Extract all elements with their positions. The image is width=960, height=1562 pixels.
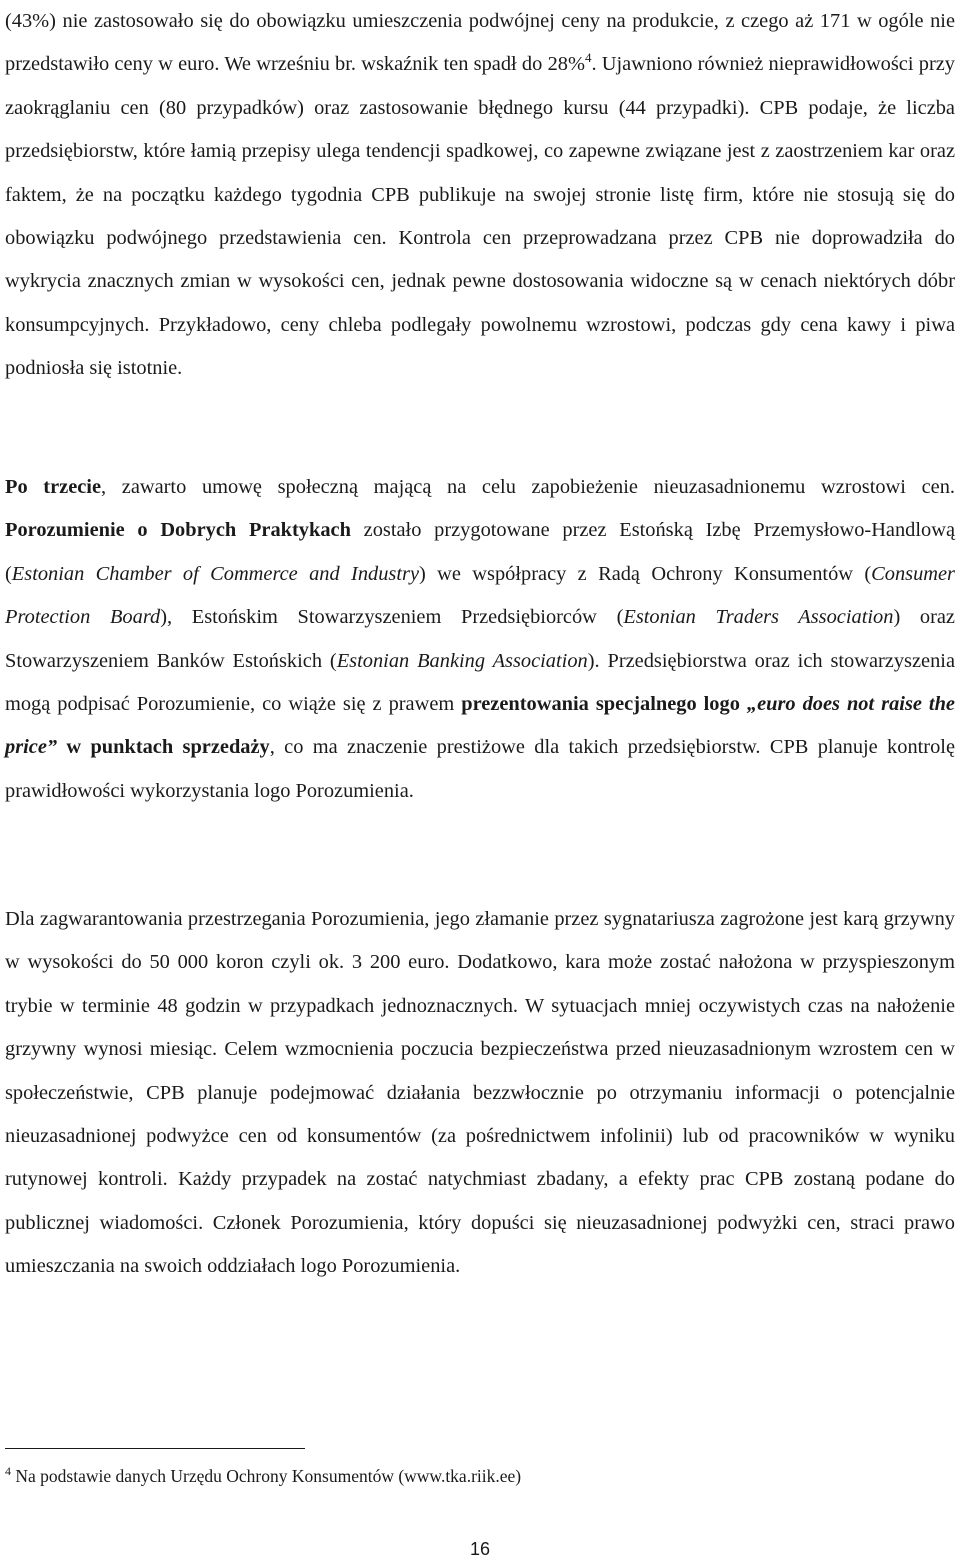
bold-lead-phrase: Po trzecie: [5, 476, 102, 498]
footnote-number: 4: [5, 1464, 11, 1479]
footnote-text: Na podstawie danych Urzędu Ochrony Konsumentów (www.tka.riik.ee): [11, 1466, 522, 1486]
footnote: [5, 1464, 521, 1488]
english-name-chamber: Estonian Chamber of Commerce and Industry: [11, 562, 420, 585]
footnote-separator: [5, 1448, 305, 1449]
footnote-reference[interactable]: 4: [584, 50, 592, 66]
paragraph-1: [5, 0, 955, 391]
paragraph-2-text-3: ) we współpracy z Radą Ochrony Konsumentów (: [419, 562, 872, 585]
logo-slogan: „euro does not raise the price”: [5, 693, 955, 759]
paragraph-2-text-6: ). Przedsiębiorstwa oraz ich stowarzyszenia mogą podpisać Porozumienie, co wiąże się z prawem: [5, 649, 956, 716]
paragraph-2-text-1: , zawarto umowę społeczną mającą na celu zapobieżenie nieuzasadnionemu wzrostowi cen.: [101, 476, 955, 498]
paragraph-2: [5, 466, 955, 813]
paragraph-2-text-2: zostało przygotowane przez Estońską Izbę Przemysłowo-Handlową (: [5, 519, 956, 585]
paragraph-2-text-4: ), Estońskim Stowarzyszeniem Przedsiębiorców (: [160, 606, 624, 629]
logo-right-phrase: prezentowania specjalnego logo: [461, 693, 747, 716]
agreement-name: Porozumienie o Dobrych Praktykach: [5, 519, 351, 542]
english-name-traders: Estonian Traders Association: [623, 606, 894, 629]
page-number: 16: [469, 1539, 491, 1559]
paragraph-2-text-5: ) oraz Stowarzyszeniem Banków Estońskich (: [5, 606, 955, 672]
english-name-banking: Estonian Banking Association: [336, 649, 588, 672]
paragraph-1-text-a: (43%) nie zastosowało się do obowiązku umieszczenia podwójnej ceny na produkcie, z czego aż 171 w ogóle nie przedstawiło ceny w euro. We wrześniu br. wskaźnik ten spadł do 28%: [5, 10, 955, 76]
paragraph-2-text-7: , co ma znaczenie prestiżowe dla takich przedsiębiorstw. CPB planuje kontrolę prawidłowości wykorzystania logo Porozumienia.: [5, 736, 956, 802]
english-name-board: Consumer Protection Board: [5, 562, 955, 629]
points-of-sale-phrase: w punktach sprzedaży: [57, 736, 270, 759]
paragraph-3: Dla zagwarantowania przestrzegania Porozumienia, jego złamanie przez sygnatariusza zagrożone jest karą grzywny w wysokości do 50 000 koron czyli ok. 3 200 euro. Dodatkowo, kara może zostać nałożona w przyspieszonym trybie w terminie 48 godzin w przypadkach jednoznacznych. W sytuacjach mniej oczywistych czas na nałożenie grzywny wynosi miesiąc. Celem wzmocnienia poczucia bezpieczeństwa przed nieuzasadnionym wzrostem cen w społeczeństwie, CPB planuje podejmować działania bezzwłocznie po otrzymaniu informacji o potencjalnie nieuzasadnionej podwyżce cen od konsumentów (za pośrednictwem infolinii) lub od pracowników w wyniku rutynowej kontroli. Każdy przypadek na zostać natychmiast zbadany, a efekty prac CPB zostaną podane do publicznej wiadomości. Członek Porozumienia, który dopuści się nieuzasadnionej podwyżki cen, straci prawo umieszczania na swoich oddziałach logo Porozumienia.: [5, 908, 955, 1278]
paragraph-1-text-b: . Ujawniono również nieprawidłowości przy zaokrąglaniu cen (80 przypadków) oraz zastosowanie błędnego kursu (44 przypadki). CPB podaje, że liczba przedsiębiorstw, które łamią przepisy ulega tendencji spadkowej, co zapewne związane jest z zaostrzeniem kar oraz faktem, że na początku każdego tygodnia CPB publikuje na swojej stronie listę firm, które nie stosują się do obowiązku podwójnego przedstawienia cen. Kontrola cen przeprowadzana przez CPB nie doprowadziła do wykrycia znacznych zmian w wysokości cen, jednak pewne dostosowania widoczne są w cenach niektórych dóbr konsumpcyjnych. Przykładowo, ceny chleba podlegały powolnemu wzrostowi, podczas gdy cena kawy i piwa podniosła się istotnie.: [5, 53, 955, 380]
